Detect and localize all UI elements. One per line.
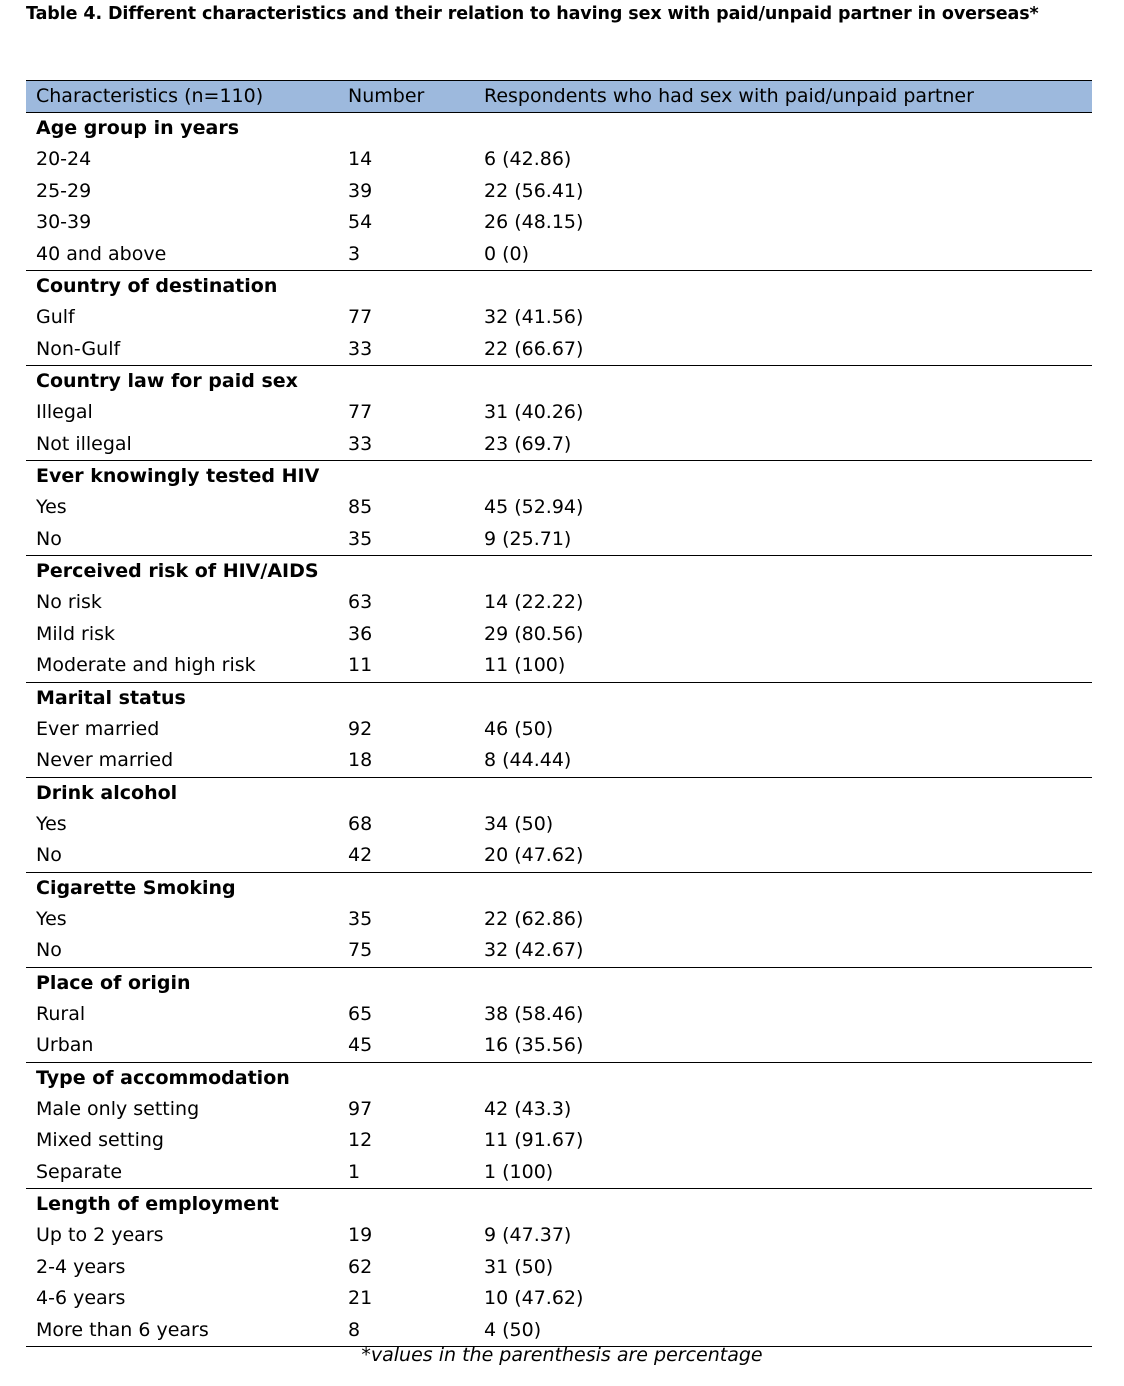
row-label: Male only setting (36, 1097, 200, 1120)
table-group (26, 873, 1092, 968)
group-title: Type of accommodation (36, 1066, 290, 1089)
header-respondents: Respondents who had sex with paid/unpaid partner (484, 85, 974, 107)
table-group (26, 366, 1092, 461)
table-row (26, 334, 1092, 366)
row-value: 32 (42.67) (484, 939, 584, 961)
table-row (26, 1094, 1092, 1126)
group-title: Age group in years (36, 117, 239, 139)
row-label: 2-4 years (36, 1255, 126, 1278)
table-row (26, 239, 1092, 271)
group-title: Length of employment (36, 1193, 279, 1215)
group-title-row (26, 556, 1092, 587)
row-value: 38 (58.46) (484, 1002, 584, 1025)
row-value: 11 (100) (484, 654, 566, 676)
row-label: Mixed setting (36, 1129, 164, 1151)
table-group (26, 1063, 1092, 1190)
group-title: Cigarette Smoking (36, 876, 236, 899)
row-value: 23 (69.7) (484, 432, 572, 455)
row-number: 42 (348, 844, 373, 866)
table-header-row (26, 81, 1092, 113)
table-row (26, 176, 1092, 208)
row-label: Up to 2 years (36, 1224, 164, 1246)
table-row (26, 619, 1092, 651)
row-value: 10 (47.62) (484, 1287, 584, 1309)
row-label: Yes (36, 812, 67, 835)
table-row (26, 1283, 1092, 1315)
row-number: 39 (348, 179, 373, 202)
group-title: Country law for paid sex (36, 370, 298, 392)
group-title-row (26, 1189, 1092, 1220)
row-label: No (36, 527, 62, 550)
row-number: 62 (348, 1255, 373, 1278)
row-label: Not illegal (36, 432, 132, 455)
row-value: 26 (48.15) (484, 211, 584, 233)
table-group (26, 113, 1092, 271)
group-title: Drink alcohol (36, 781, 178, 804)
row-number: 21 (348, 1287, 373, 1309)
table-row (26, 1030, 1092, 1062)
row-value: 31 (50) (484, 1255, 554, 1278)
row-label: No (36, 844, 62, 866)
row-value: 46 (50) (484, 717, 554, 740)
data-table (26, 80, 1092, 1347)
table-row (26, 207, 1092, 239)
table-row (26, 1220, 1092, 1252)
row-value: 22 (62.86) (484, 907, 584, 930)
table-row (26, 429, 1092, 461)
table-row (26, 1157, 1092, 1189)
row-value: 16 (35.56) (484, 1034, 584, 1056)
row-number: 1 (348, 1160, 361, 1183)
row-value: 29 (80.56) (484, 622, 584, 645)
group-title-row (26, 778, 1092, 809)
table-row (26, 650, 1092, 682)
row-number: 68 (348, 812, 373, 835)
table-footnote: *values in the parenthesis are percentage (361, 1344, 763, 1366)
row-value: 34 (50) (484, 812, 554, 835)
table-row (26, 524, 1092, 556)
row-value: 42 (43.3) (484, 1097, 572, 1120)
row-label: More than 6 years (36, 1318, 209, 1341)
group-title-row (26, 683, 1092, 714)
table-row (26, 935, 1092, 967)
row-number: 36 (348, 622, 373, 645)
row-label: 30-39 (36, 211, 92, 233)
row-label: 25-29 (36, 179, 92, 202)
group-title-row (26, 1063, 1092, 1094)
table-row (26, 397, 1092, 429)
row-value: 9 (25.71) (484, 527, 572, 550)
row-value: 22 (66.67) (484, 337, 584, 360)
row-number: 33 (348, 432, 373, 455)
table-row (26, 904, 1092, 936)
row-label: Separate (36, 1160, 123, 1183)
table-group (26, 461, 1092, 556)
table-group (26, 778, 1092, 873)
row-value: 31 (40.26) (484, 401, 584, 423)
row-number: 11 (348, 654, 373, 676)
row-label: 40 and above (36, 242, 167, 265)
row-label: No risk (36, 591, 102, 613)
group-title: Perceived risk of HIV/AIDS (36, 560, 319, 582)
table-row (26, 302, 1092, 334)
table-row (26, 999, 1092, 1031)
row-label: Yes (36, 907, 67, 930)
table-body (26, 113, 1092, 1347)
row-number: 45 (348, 1034, 373, 1056)
table-row (26, 809, 1092, 841)
row-label: Never married (36, 749, 174, 771)
row-value: 14 (22.22) (484, 591, 584, 613)
row-label: Yes (36, 496, 67, 518)
row-value: 0 (0) (484, 242, 530, 265)
row-number: 75 (348, 939, 373, 961)
row-value: 4 (50) (484, 1318, 542, 1341)
row-number: 33 (348, 337, 373, 360)
group-title-row (26, 873, 1092, 904)
row-label: Gulf (36, 306, 75, 328)
row-number: 97 (348, 1097, 373, 1120)
row-label: 20-24 (36, 148, 92, 170)
row-number: 77 (348, 306, 373, 328)
row-number: 35 (348, 527, 373, 550)
table-group (26, 556, 1092, 683)
row-number: 92 (348, 717, 373, 740)
row-number: 19 (348, 1224, 373, 1246)
row-value: 32 (41.56) (484, 306, 584, 328)
table-caption: Table 4. Different characteristics and their relation to having sex with paid/unpaid partner in overseas* (26, 4, 1039, 24)
row-number: 85 (348, 496, 373, 518)
table-group (26, 271, 1092, 366)
row-label: Urban (36, 1034, 94, 1056)
group-title-row (26, 366, 1092, 397)
row-label: 4-6 years (36, 1287, 126, 1309)
row-label: Ever married (36, 717, 160, 740)
row-label: No (36, 939, 62, 961)
row-label: Rural (36, 1002, 86, 1025)
row-value: 8 (44.44) (484, 749, 572, 771)
table-row (26, 714, 1092, 746)
header-characteristics: Characteristics (n=110) (36, 85, 264, 107)
row-number: 12 (348, 1129, 373, 1151)
group-title: Place of origin (36, 971, 191, 994)
row-value: 1 (100) (484, 1160, 554, 1183)
table-group (26, 683, 1092, 778)
group-title: Ever knowingly tested HIV (36, 465, 320, 487)
group-title: Marital status (36, 686, 186, 709)
table-row (26, 144, 1092, 176)
table-row (26, 1252, 1092, 1284)
table-row (26, 1125, 1092, 1157)
row-label: Non-Gulf (36, 337, 121, 360)
row-number: 8 (348, 1318, 361, 1341)
row-number: 3 (348, 242, 361, 265)
row-number: 63 (348, 591, 373, 613)
table-row (26, 587, 1092, 619)
table-row (26, 840, 1092, 872)
row-number: 18 (348, 749, 373, 771)
table-group (26, 968, 1092, 1063)
row-value: 9 (47.37) (484, 1224, 572, 1246)
group-title-row (26, 461, 1092, 492)
table-group (26, 1189, 1092, 1347)
table-row (26, 745, 1092, 777)
header-number: Number (348, 85, 425, 107)
group-title-row (26, 968, 1092, 999)
row-number: 35 (348, 907, 373, 930)
row-label: Moderate and high risk (36, 654, 256, 676)
group-title: Country of destination (36, 275, 278, 297)
table-row (26, 492, 1092, 524)
row-value: 11 (91.67) (484, 1129, 584, 1151)
row-label: Illegal (36, 401, 93, 423)
row-value: 6 (42.86) (484, 148, 572, 170)
row-number: 65 (348, 1002, 373, 1025)
row-number: 77 (348, 401, 373, 423)
group-title-row (26, 271, 1092, 302)
row-value: 20 (47.62) (484, 844, 584, 866)
row-number: 54 (348, 211, 373, 233)
group-title-row (26, 113, 1092, 144)
row-number: 14 (348, 148, 373, 170)
row-value: 22 (56.41) (484, 179, 584, 202)
row-value: 45 (52.94) (484, 496, 584, 518)
row-label: Mild risk (36, 622, 116, 645)
